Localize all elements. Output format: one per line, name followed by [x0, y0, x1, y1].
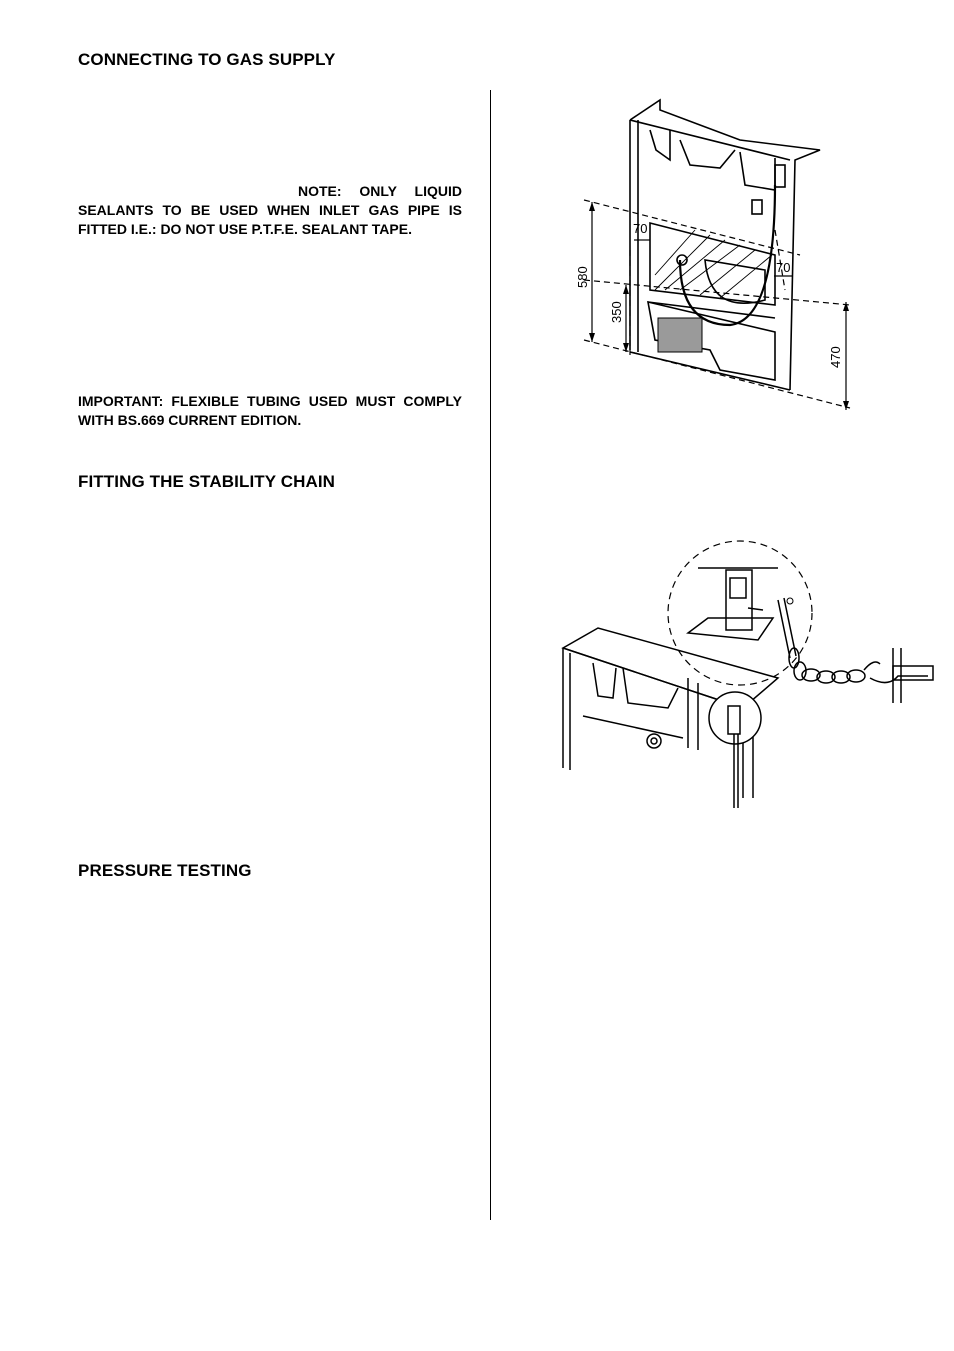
gas-connection-diagram	[560, 90, 860, 420]
column-divider	[490, 90, 491, 1220]
section-heading-stability-chain: FITTING THE STABILITY CHAIN	[78, 472, 336, 491]
tubing-note: IMPORTANT: FLEXIBLE TUBING USED MUST COMPLY WITH BS.669 CURRENT EDITION.	[78, 393, 462, 428]
dim-70-right-label: 70	[776, 260, 791, 275]
dim-70-left-label: 70	[633, 221, 648, 236]
dim-470-label: 470	[828, 346, 843, 368]
sealant-note: NOTE: ONLY LIQUID SEALANTS TO BE USED WHEN INLET GAS PIPE IS FITTED I.E.: DO NOT USE P.T.F.E. SEALANT TAPE.	[78, 183, 462, 237]
stability-chain-diagram	[558, 538, 943, 818]
section-heading-gas-supply: CONNECTING TO GAS SUPPLY	[78, 50, 336, 69]
dim-350-label: 350	[609, 301, 624, 323]
section-heading-pressure-testing: PRESSURE TESTING	[78, 861, 252, 880]
dim-580-label: 580	[575, 266, 590, 288]
